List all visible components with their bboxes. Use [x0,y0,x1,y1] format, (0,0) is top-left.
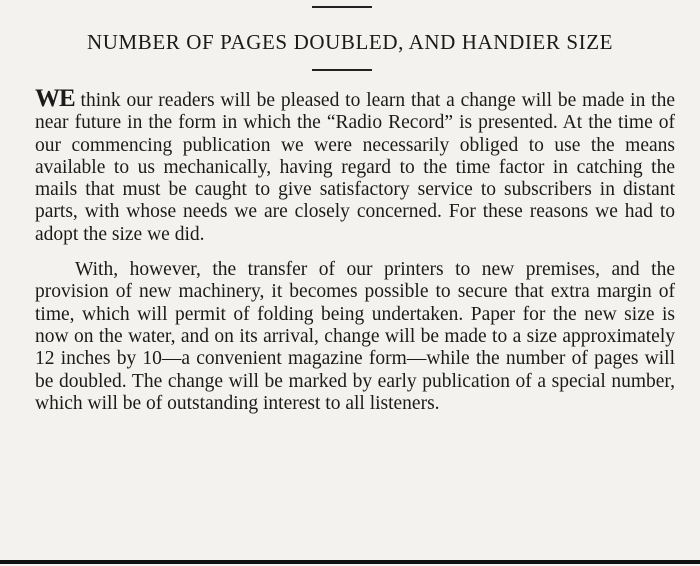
top-rule [312,6,372,8]
article-body [35,85,675,415]
bottom-rule [0,560,700,564]
headline-divider [312,69,372,71]
dropcap: WE [35,85,75,112]
paragraph-1-text: think our readers will be pleased to learn that a change will be made in the near future in the form in which the “Radio Record” is presented. At the time of our commencing publication we were necessarily obliged to use the means available to us mechanically, having regard to the time factor in catching the mails that must be caught to give satisfactory service to subscribers in distant parts, with whose needs we are closely concerned. For these reasons we had to adopt the size we did. [35,90,675,245]
headline: NUMBER OF PAGES DOUBLED, AND HANDIER SIZE [86,30,614,54]
paragraph-1 [35,85,675,246]
paragraph-2: With, however, the transfer of our printers to new premises, and the provision of new machinery, it becomes possible to secure that extra margin of time, which will permit of folding being undertaken. Paper for the new size is now on the water, and on its arrival, change will be made to a size approximately 12 inches by 10—a convenient magazine form—while the number of pages will be doubled. The change will be marked by early publication of a special number, which will be of outstanding interest to all listeners. [35,259,675,414]
